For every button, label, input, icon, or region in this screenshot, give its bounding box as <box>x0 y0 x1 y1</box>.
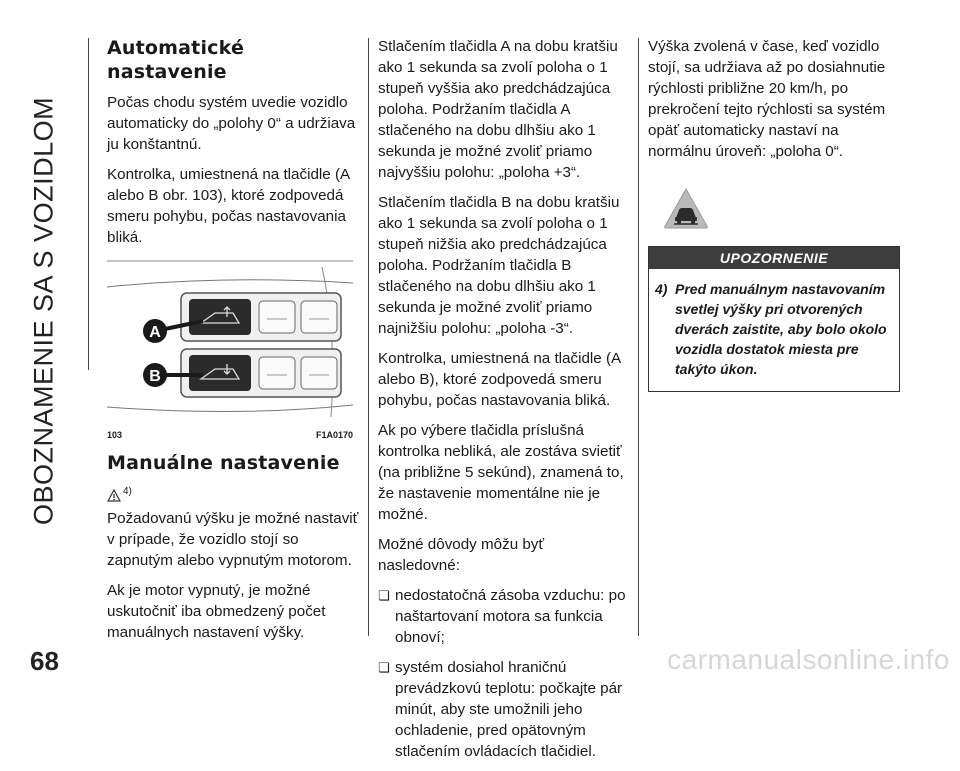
column-3 <box>648 36 906 392</box>
warning-box <box>648 246 900 392</box>
warning-item <box>655 279 893 379</box>
warning-title: UPOZORNENIE <box>649 247 899 269</box>
heading-manual-setting: Manuálne nastavenie <box>107 452 340 474</box>
warning-text: Pred manuálnym nastavovaním svetlej výšky pri otvorených dverách zaistite, aby bolo okolo vozidla dostatok miesta pre takýto úkon. <box>675 281 887 377</box>
column-1 <box>107 36 359 652</box>
paragraph: Počas chodu systém uvedie vozidlo automaticky do „polohy 0“ a udržiava ju konštantnú. <box>107 94 356 153</box>
paragraph: Možné dôvody môžu byť nasledovné: <box>378 536 545 574</box>
column-divider-1 <box>368 38 369 636</box>
warning-number: 4) <box>655 281 668 297</box>
reference-number: 4) <box>123 486 132 497</box>
chapter-divider <box>88 38 89 370</box>
column-2 <box>378 36 630 771</box>
paragraph: Stlačením tlačidla B na dobu kratšiu ako 1 sekunda sa zvolí poloha o 1 stupeň nižšia ako predchádzajúca poloha. Podržaním tlačidla B stlačeného na dobu dlhšiu ako 1 sekunda je možné zvoliť priamo najnižšiu polohu: „poloha -3“. <box>378 194 620 337</box>
paragraph: Ak je motor vypnutý, je možné uskutočniť iba obmedzený počet manuálnych nastavení výšky. <box>107 582 326 641</box>
callout-b-label: B <box>149 368 161 385</box>
paragraph: Výška zvolená v čase, keď vozidlo stojí, sa udržiava až po dosiahnutie rýchlosti približne 20 km/h, po prekročení tejto rýchlosti sa systém opäť automaticky nastaví na normálnu úroveň: „poloha 0“. <box>648 38 886 160</box>
callout-a-label: A <box>149 324 161 341</box>
list-item-text: nedostatočná zásoba vzduchu: po naštartovaní motora sa funkcia obnoví; <box>395 587 626 646</box>
page-number: 68 <box>30 646 59 676</box>
warning-body <box>649 269 899 391</box>
figure-caption <box>107 425 353 439</box>
paragraph: Požadovanú výšku je možné nastaviť v prípade, že vozidlo stojí so zapnutým alebo vypnutým motorom. <box>107 510 359 569</box>
paragraph: Stlačením tlačidla A na dobu kratšiu ako 1 sekunda sa zvolí poloha o 1 stupeň vyššia ako predchádzajúca poloha. Podržaním tlačidla A stlačeného na dobu dlhšiu ako 1 sekunda je možné zvoliť priamo najvyššiu polohu: „poloha +3“. <box>378 38 618 181</box>
watermark: carmanualsonline.info <box>667 644 950 675</box>
list-item-text: systém dosiahol hraničnú prevádzkovú teplotu: počkajte pár minút, aby ste umožnili jeho ochladenie, pred opätovným stlačením ovládacích tlačidiel. <box>395 659 623 760</box>
warning-sign <box>662 186 906 236</box>
figure-number: 103 <box>107 430 123 440</box>
heading-automatic-setting: Automatické nastavenie <box>107 37 245 83</box>
warning-triangle-icon <box>107 489 121 502</box>
paragraph: Ak po výbere tlačidla príslušná kontrolka nebliká, ale zostáva svietiť (na približne 5 sekúnd), znamená to, že nastavenie momentálne nie je možné. <box>378 422 624 523</box>
warning-reference <box>107 481 359 502</box>
list-item <box>378 657 630 762</box>
chapter-title: OBOZNAMENIE SA S VOZIDLOM <box>28 96 59 525</box>
list-item <box>378 585 630 648</box>
checkbox-square-icon: ❏ <box>378 660 390 675</box>
paragraph: Kontrolka, umiestnená na tlačidle (A alebo B obr. 103), ktoré zodpovedá smeru pohybu, počas nastavovania bliká. <box>107 166 350 246</box>
checkbox-square-icon: ❏ <box>378 588 390 603</box>
figure-code: F1A0170 <box>315 430 353 440</box>
height-control-buttons-photo <box>107 257 353 423</box>
figure-103 <box>107 257 353 439</box>
vehicle-height-warning-icon <box>662 186 710 230</box>
paragraph: Kontrolka, umiestnená na tlačidle (A alebo B), ktoré zodpovedá smeru pohybu, počas nastavovania bliká. <box>378 350 621 409</box>
column-divider-2 <box>638 38 639 636</box>
